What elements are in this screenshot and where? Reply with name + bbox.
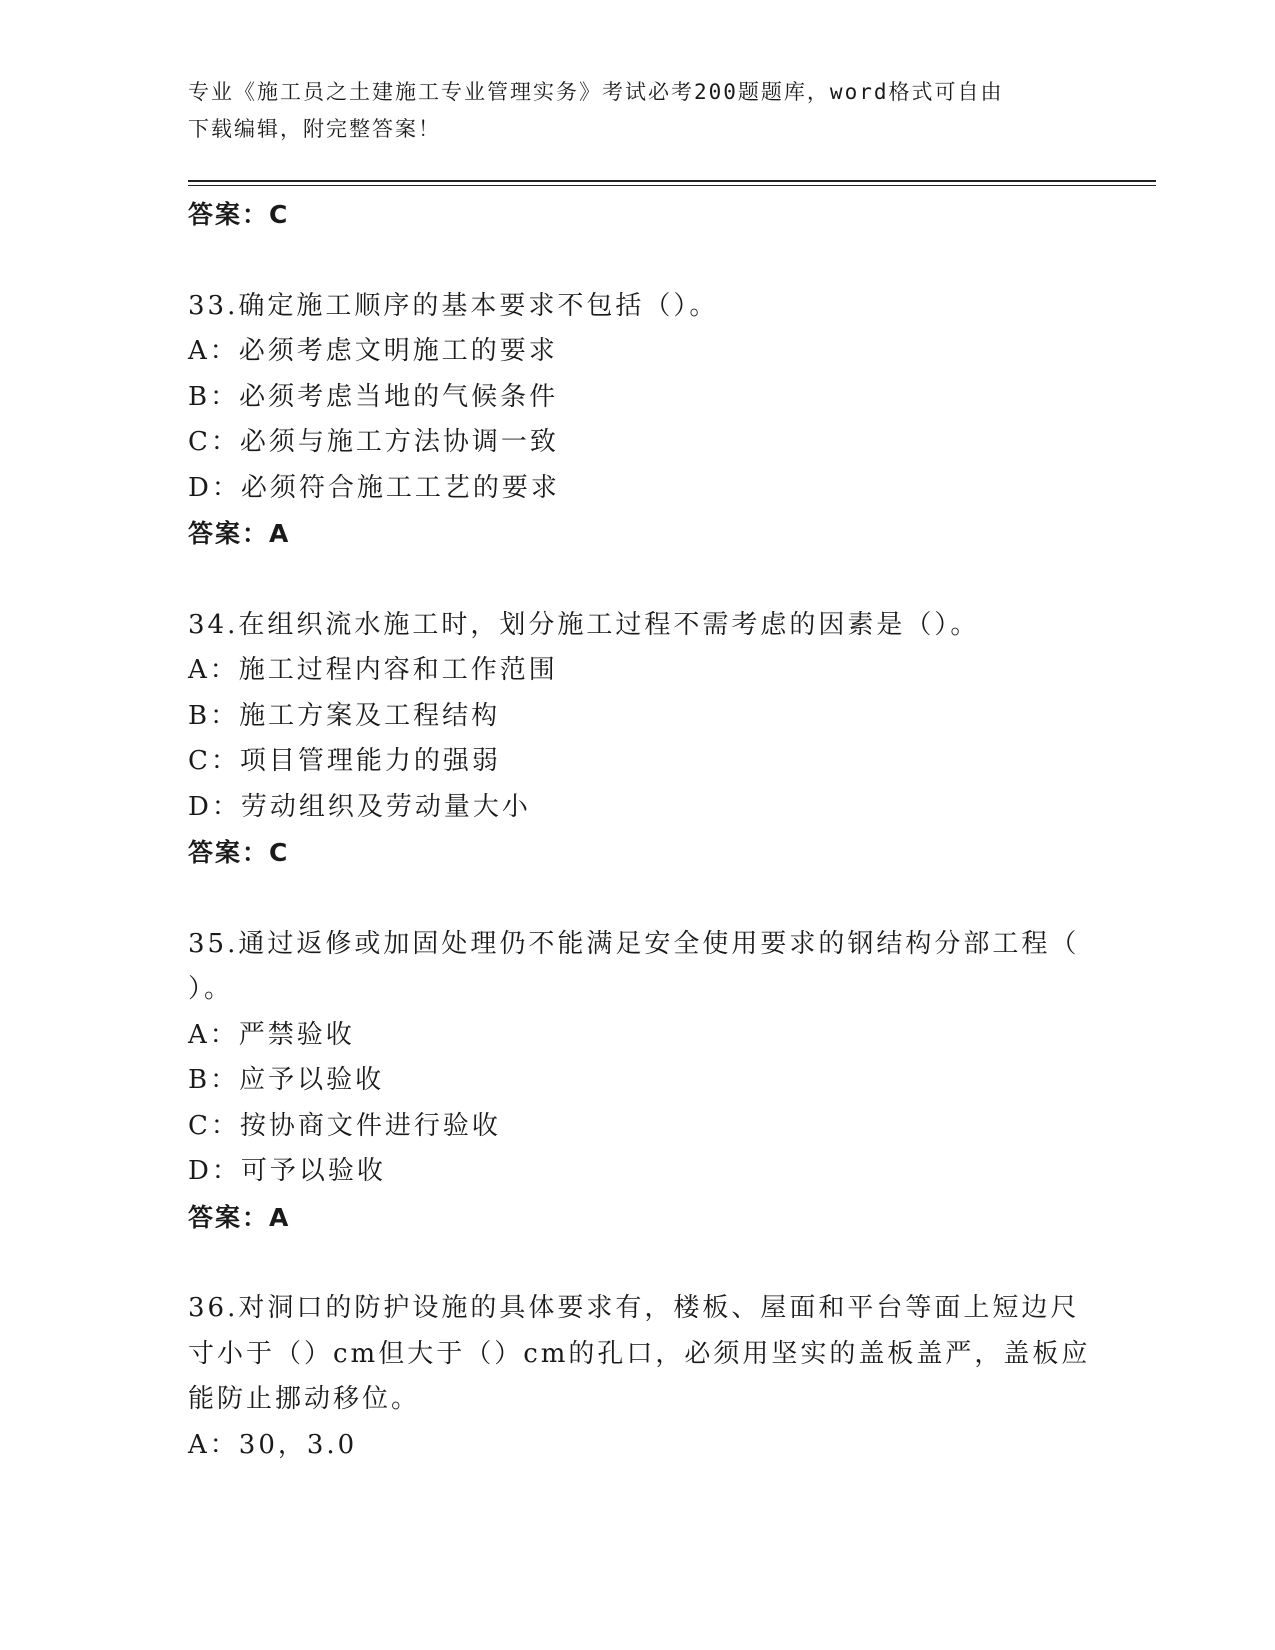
- option-d: D：可予以验收: [188, 1156, 386, 1186]
- question-stem: 34.在组织流水施工时，划分施工过程不需考虑的因素是（）。: [188, 609, 980, 640]
- header-line-2: 下载编辑，附完整答案！: [188, 117, 441, 141]
- option-a: A：严禁验收: [188, 1019, 355, 1050]
- question-36: [188, 1286, 1091, 1468]
- option-a: A：必须考虑文明施工的要求: [188, 336, 558, 366]
- question-34: [188, 603, 1078, 876]
- answer-previous: 答案：C: [188, 200, 290, 229]
- document-header: [188, 74, 1088, 148]
- question-35: [188, 922, 1078, 1241]
- spacer: [188, 1240, 1078, 1286]
- option-d: D：劳动组织及劳动量大小: [188, 791, 531, 822]
- question-stem-line-2: 寸小于（）cm但大于（）cm的孔口，必须用坚实的盖板盖严，盖板应: [188, 1338, 1091, 1369]
- option-c: C：按协商文件进行验收: [188, 1110, 501, 1141]
- question-stem-line-1: 35.通过返修或加固处理仍不能满足安全使用要求的钢结构分部工程（: [188, 928, 1080, 959]
- option-b: B：施工方案及工程结构: [188, 700, 501, 731]
- spacer: [188, 557, 1078, 603]
- header-rule-thin: [188, 185, 1156, 186]
- question-stem-line-1: 36.对洞口的防护设施的具体要求有，楼板、屋面和平台等面上短边尺: [188, 1293, 1080, 1323]
- answer: 答案：C: [188, 838, 290, 867]
- option-c: C：必须与施工方法协调一致: [188, 427, 559, 457]
- option-a: A：30，3.0: [188, 1429, 358, 1460]
- question-stem-line-3: 能防止挪动移位。: [188, 1384, 421, 1414]
- option-c: C：项目管理能力的强弱: [188, 746, 501, 776]
- option-d: D：必须符合施工工艺的要求: [188, 472, 560, 503]
- answer: 答案：A: [188, 1202, 291, 1232]
- question-list: [188, 192, 1091, 1468]
- spacer: [188, 876, 1078, 922]
- answer: 答案：A: [188, 519, 291, 548]
- spacer: [188, 238, 1078, 284]
- question-stem: 33.确定施工顺序的基本要求不包括（）。: [188, 290, 719, 321]
- question-33: [188, 284, 1078, 557]
- header-line-1: 专业《施工员之土建施工专业管理实务》考试必考200题题库，word格式可自由: [188, 80, 1004, 104]
- option-a: A：施工过程内容和工作范围: [188, 655, 558, 685]
- question-stem-line-2: ）。: [188, 974, 234, 1004]
- option-b: B：应予以验收: [188, 1065, 385, 1095]
- header-rule-thick: [188, 180, 1156, 182]
- option-b: B：必须考虑当地的气候条件: [188, 381, 559, 412]
